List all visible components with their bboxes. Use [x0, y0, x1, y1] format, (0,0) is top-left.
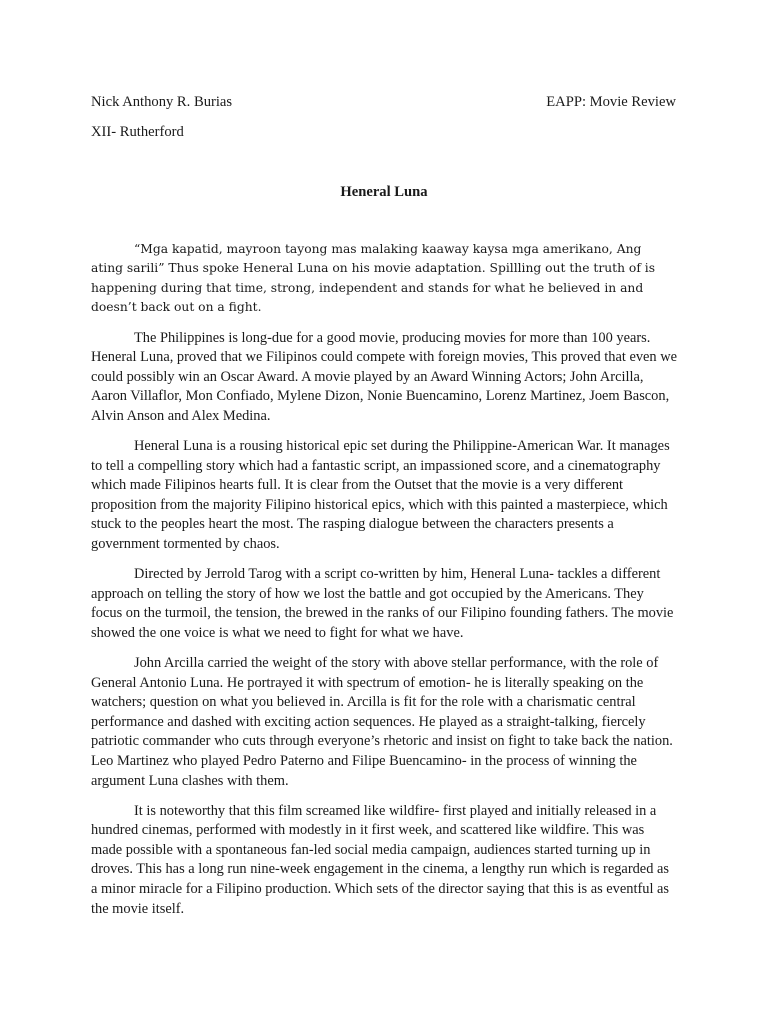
document-title: Heneral Luna	[340, 184, 428, 200]
document-body	[91, 240, 677, 930]
document-header	[91, 92, 676, 112]
course-label: EAPP: Movie Review	[546, 94, 676, 110]
paragraph-quote: “Mga kapatid, mayroon tayong mas malaking kaaway kaysa mga amerikano, Ang ating sarili” Thus spoke Heneral Luna on his movie adaptation. Spillling out the truth of is happening during that time, strong, independent and stands for what he believed in and doesn’t back out on a fight.	[91, 242, 656, 315]
paragraph-reception: It is noteworthy that this film screamed like wildfire- first played and initially released in a hundred cinemas, performed with modestly in it first week, and scattered like wildfire. This was made possible with a spontaneous fan-led social media campaign, audiences started turning up in droves. This has a long run nine-week engagement in the cinema, a lengthy run which is regarded as a minor miracle for a Filipino production. Which sets of the director saying that this is as eventful as the movie itself.	[91, 802, 670, 917]
paragraph-direction: Directed by Jerrold Tarog with a script co-written by him, Heneral Luna- tackles a different approach on telling the story of how we lost the battle and got occupied by the Americans. They focus on the turmoil, the tension, the brewed in the ranks of our Filipino founding fathers. The movie showed the one voice is what we need to fight for what we have.	[91, 566, 674, 641]
paragraph-performance: John Arcilla carried the weight of the story with above stellar performance, with the role of General Antonio Luna. He portrayed it with spectrum of emotion- he is literally speaking on the watchers; question on what you believed in. Arcilla is fit for the role with a charismatic central performance and dashed with exciting action sequences. He played as a straight-talking, fiercely patriotic commander who cuts through everyone’s rhetoric and insist on fight to take back the nation. Leo Martinez who played Pedro Paterno and Filipe Buencamino- in the process of winning the argument Luna clashes with them.	[91, 655, 673, 789]
section-label: XII- Rutherford	[91, 124, 184, 140]
author-name: Nick Anthony R. Burias	[91, 94, 233, 110]
paragraph-overview: Heneral Luna is a rousing historical epic set during the Philippine-American War. It manages to tell a compelling story which had a fantastic script, an impassioned score, and a cinematography which made Filipinos hearts full. It is clear from the Outset that the movie is a very different proposition from the majority Filipino historical epics, which with this painted a masterpiece, which stuck to the peoples heart the most. The rasping dialogue between the characters presents a government tormented by chaos.	[91, 438, 670, 553]
paragraph-intro: The Philippines is long-due for a good movie, producing movies for more than 100 years. Heneral Luna, proved that we Filipinos could compete with foreign movies, This proved that even we could possibly win an Oscar Award. A movie played by an Award Winning Actors; John Arcilla, Aaron Villaflor, Mon Confiado, Mylene Dizon, Nonie Buencamino, Lorenz Martinez, Joem Bascon, Alvin Anson and Alex Medina.	[91, 329, 678, 424]
